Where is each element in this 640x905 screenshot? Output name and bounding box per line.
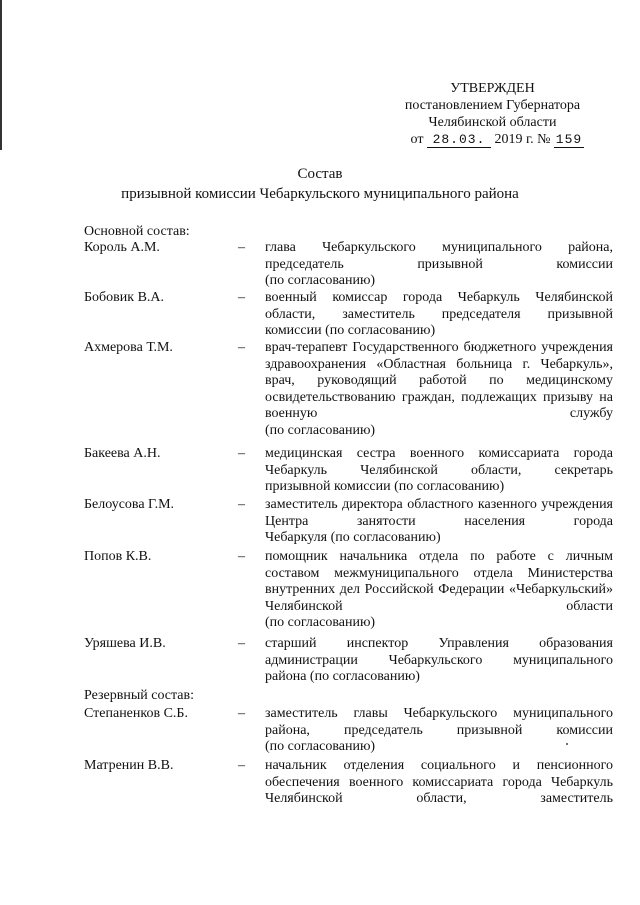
member-role [265,290,613,340]
member-role-text: начальник отделения социального и пенсионного обеспечения военного комиссариата города Чебаркуль Челябинской области, заместитель [265,758,613,807]
approval-line-1: постановлением Губернатора [404,98,581,113]
member-role-note: (по согласованию) [265,739,376,755]
member-role-note: призывной комиссии (по согласованию) [265,479,505,495]
member-role-text: военный комиссар города Чебаркуль Челябинской области, заместитель председателя призывной [265,290,613,322]
member-role [265,549,613,632]
member-role-text: заместитель главы Чебаркульского муниципального района, председатель призывной комиссии [265,706,613,738]
member-name: Степаненков С.Б. [84,706,188,721]
member-role [265,497,613,547]
member-role-text: помощник начальника отдела по работе с личным составом межмуниципального отдела Министерства внутренних дел Российской Федерации «Чебаркульский» Челябинской области [265,549,613,614]
member-dash: – [238,549,245,564]
member-role-note: комиссии (по согласованию) [265,323,436,339]
member-role [265,706,613,756]
member-name: Белоусова Г.М. [84,497,175,512]
approval-line-2: Челябинской области [428,115,557,130]
member-dash: – [238,446,245,461]
member-dash: – [238,240,245,255]
member-name: Уряшева И.В. [84,636,166,651]
approval-heading: УТВЕРЖДЕН [450,81,535,96]
document-subtitle: призывной комиссии Чебаркульского муниципального района [121,186,519,202]
member-role [265,340,613,440]
decree-number: 159 [555,132,583,147]
member-dash: – [238,636,245,651]
member-role-text: глава Чебаркульского муниципального района, председатель призывной комиссии [265,240,613,272]
member-role-note: (по согласованию) [265,422,376,438]
approval-stamp-block [385,80,600,148]
member-role [265,240,613,290]
main-section-heading: Основной состав: [84,224,190,239]
approval-date-row [385,131,600,148]
member-role [265,446,613,496]
year-text: 2019 г. № [494,132,551,147]
member-role-text: врач-терапевт Государственного бюджетного учреждения здравоохранения «Областная больница г. Чебаркуль», врач, руководящий работой по медицинскому освидетельствованию граждан, подлежащих призыву на военную службу [265,340,613,422]
member-dash: – [238,340,245,355]
scan-speck [566,743,568,745]
member-name: Ахмерова Т.М. [84,340,173,355]
member-name: Попов К.В. [84,549,152,564]
member-dash: – [238,706,245,721]
member-dash: – [238,758,245,773]
document-title: Состав [297,166,343,182]
member-role-text: медицинская сестра военного комиссариата города Чебаркуль Челябинской области, секретарь [265,446,613,478]
member-role [265,636,613,686]
member-name: Бобовик В.А. [84,290,165,305]
member-name: Король А.М. [84,240,160,255]
member-role-note: (по согласованию) [265,615,376,631]
member-role-text: заместитель директора областного казенного учреждения Центра занятости населения города [265,497,613,529]
date-value: 28.03. [427,133,491,148]
member-dash: – [238,290,245,305]
member-name: Бакеева А.Н. [84,446,161,461]
member-role-text: старший инспектор Управления образования администрации Чебаркульского муниципального [265,636,613,668]
member-role-note: района (по согласованию) [265,669,420,685]
reserve-section-heading: Резервный состав: [84,688,195,703]
member-dash: – [238,497,245,512]
member-name: Матренин В.В. [84,758,174,773]
member-role [265,758,613,808]
member-role-note: (по согласованию) [265,273,376,289]
scan-edge-line [0,0,2,150]
date-prefix: от [410,132,424,147]
member-role-note: Чебаркуля (по согласованию) [265,530,441,546]
